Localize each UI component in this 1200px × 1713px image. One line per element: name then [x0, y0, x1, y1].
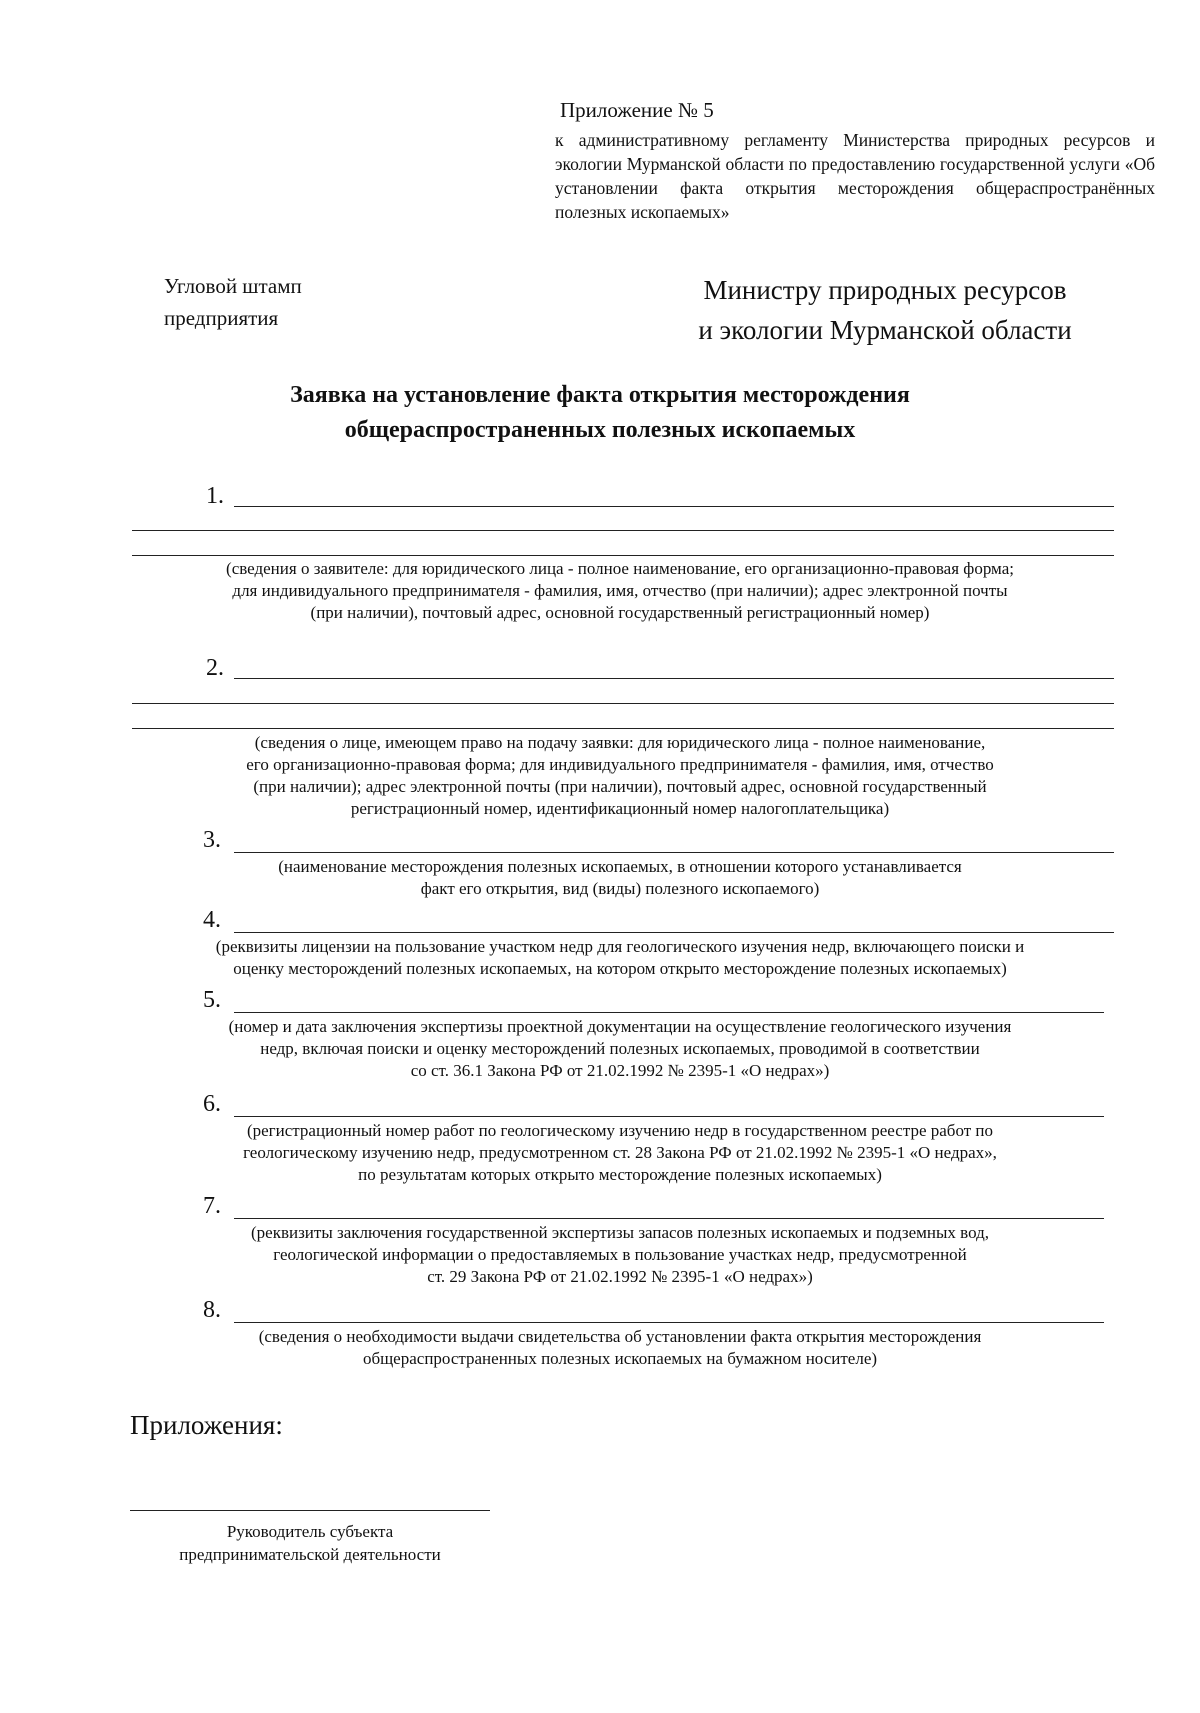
caption-line: недр, включая поиски и оценку месторождений полезных ископаемых, проводимой в соответствии	[260, 1039, 980, 1058]
caption-line: (сведения о заявителе: для юридического лица - полное наименование, его организационно-правовая форма;	[226, 559, 1014, 578]
caption-line: по результатам которых открыто месторождение полезных ископаемых)	[358, 1165, 882, 1184]
stamp-line-2: предприятия	[164, 306, 279, 330]
caption-line: со ст. 36.1 Закона РФ от 21.02.1992 № 2395-1 «О недрах»)	[410, 1061, 830, 1080]
addressee	[660, 270, 1110, 350]
caption-line: регистрационный номер, идентификационный номер налогоплательщика)	[350, 799, 890, 818]
item-2-fill-line-2[interactable]	[132, 703, 1114, 704]
item-2-fill-line-3[interactable]	[132, 728, 1114, 729]
caption-line: (сведения о необходимости выдачи свидетельства об установлении факта открытия месторождения	[258, 1327, 982, 1346]
item-1-caption	[125, 558, 1115, 624]
caption-line: для индивидуального предпринимателя - фамилия, имя, отчество (при наличии); адрес электронной почты	[232, 581, 1008, 600]
caption-line: (при наличии), почтовый адрес, основной государственный регистрационный номер)	[310, 603, 930, 622]
item-7-fill-line[interactable]	[234, 1218, 1104, 1219]
caption-line: (реквизиты заключения государственной экспертизы запасов полезных ископаемых и подземных вод,	[250, 1223, 989, 1242]
caption-line: оценку месторождений полезных ископаемых, на котором открыто месторождение полезных ископаемых)	[233, 959, 1007, 978]
item-2-fill-line[interactable]	[234, 678, 1114, 679]
caption-line: (регистрационный номер работ по геологическому изучению недр в государственном реестре работ по	[246, 1121, 994, 1140]
caption-line: (наименование месторождения полезных ископаемых, в отношении которого устанавливается	[278, 857, 962, 876]
addressee-line-1: Министру природных ресурсов	[703, 275, 1067, 305]
caption-line: (реквизиты лицензии на пользование участком недр для геологического изучения недр, включающего поиски и	[215, 937, 1025, 956]
signature-caption	[130, 1520, 490, 1566]
item-7-caption	[125, 1222, 1115, 1288]
item-8-fill-line[interactable]	[234, 1322, 1104, 1323]
item-6-caption	[125, 1120, 1115, 1186]
item-1-fill-line-2[interactable]	[132, 530, 1114, 531]
corner-stamp-label	[164, 270, 302, 334]
item-6-number: 6.	[203, 1091, 221, 1117]
caption-line: (при наличии); адрес электронной почты (при наличии), почтовый адрес, основной государственный	[253, 777, 987, 796]
item-4-number: 4.	[203, 907, 221, 933]
item-2-number: 2.	[206, 655, 224, 681]
caption-line: общераспространенных полезных ископаемых на бумажном носителе)	[362, 1349, 878, 1368]
item-1-fill-line[interactable]	[234, 506, 1114, 507]
item-5-caption	[125, 1016, 1115, 1082]
item-6-fill-line[interactable]	[234, 1116, 1104, 1117]
item-1-number: 1.	[206, 483, 224, 509]
addressee-line-2: и экологии Мурманской области	[698, 315, 1072, 345]
signature-line[interactable]	[130, 1510, 490, 1511]
caption-line: (номер и дата заключения экспертизы проектной документации на осуществление геологического изучения	[228, 1017, 1012, 1036]
annex-description: к административному регламенту Министерства природных ресурсов и экологии Мурманской области по предоставлению государственной услуги «Об установлении факта открытия месторождения общераспространённых полезных ископаемых»	[555, 130, 1155, 222]
title-line-2: общераспространенных полезных ископаемых	[344, 417, 856, 443]
item-4-caption	[125, 936, 1115, 980]
caption-line: его организационно-правовая форма; для индивидуального предпринимателя - фамилия, имя, отчество	[246, 755, 994, 774]
signature-line-2: предпринимательской деятельности	[179, 1545, 441, 1564]
document-title	[150, 378, 1050, 448]
title-line-1: Заявка на установление факта открытия месторождения	[290, 382, 910, 408]
caption-line: геологической информации о предоставляемых в пользование участках недр, предусмотренной	[273, 1245, 967, 1264]
item-7-number: 7.	[203, 1193, 221, 1219]
item-8-caption	[125, 1326, 1115, 1370]
item-1-fill-line-3[interactable]	[132, 555, 1114, 556]
stamp-line-1: Угловой штамп	[164, 274, 302, 298]
attachments-label: Приложения:	[130, 1410, 283, 1440]
item-8-number: 8.	[203, 1297, 221, 1323]
item-5-number: 5.	[203, 987, 221, 1013]
caption-line: геологическому изучению недр, предусмотренном ст. 28 Закона РФ от 21.02.1992 № 2395-1 «О недрах»,	[243, 1143, 997, 1162]
item-3-caption	[125, 856, 1115, 900]
caption-line: (сведения о лице, имеющем право на подачу заявки: для юридического лица - полное наименование,	[254, 733, 986, 752]
item-5-fill-line[interactable]	[234, 1012, 1104, 1013]
item-3-number: 3.	[203, 827, 221, 853]
caption-line: факт его открытия, вид (виды) полезного ископаемого)	[420, 879, 820, 898]
item-4-fill-line[interactable]	[234, 932, 1114, 933]
caption-line: ст. 29 Закона РФ от 21.02.1992 № 2395-1 «О недрах»)	[427, 1267, 813, 1286]
item-3-fill-line[interactable]	[234, 852, 1114, 853]
annex-title: Приложение № 5	[560, 98, 714, 122]
signature-line-1: Руководитель субъекта	[226, 1522, 394, 1541]
item-2-caption	[125, 732, 1115, 820]
